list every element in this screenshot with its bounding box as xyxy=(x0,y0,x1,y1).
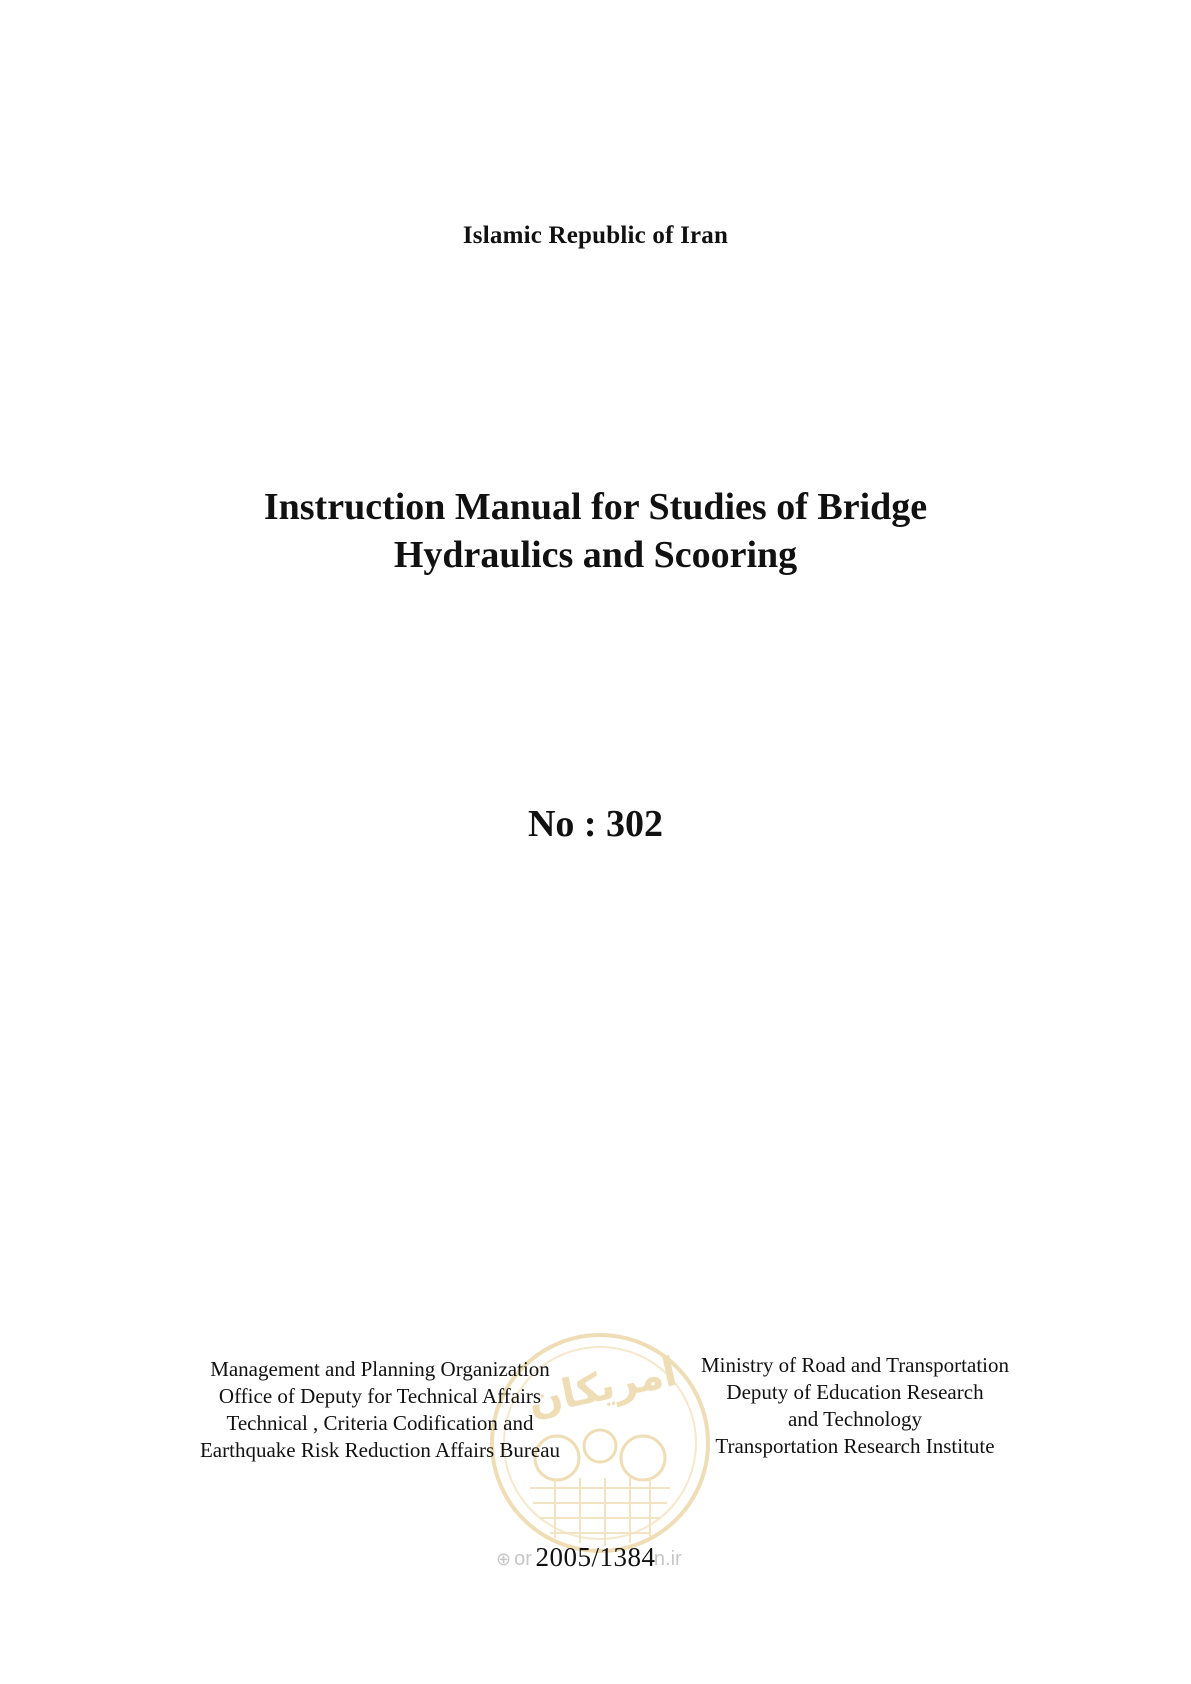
document-title xyxy=(0,483,1191,579)
left-org-line-2: Office of Deputy for Technical Affairs xyxy=(218,1384,542,1408)
left-org-line-1: Management and Planning Organization xyxy=(210,1357,550,1381)
title-line-1: Instruction Manual for Studies of Bridge xyxy=(263,486,928,528)
document-number: No : 302 xyxy=(527,803,664,845)
right-org-line-3: and Technology xyxy=(787,1407,923,1431)
left-org-line-3: Technical , Criteria Codification and xyxy=(226,1411,534,1435)
right-organization-block xyxy=(660,1352,1050,1460)
right-org-line-2: Deputy of Education Research xyxy=(726,1380,984,1404)
title-line-2: Hydraulics and Scooring xyxy=(393,534,798,576)
left-organization-block xyxy=(150,1356,610,1464)
left-org-line-4: Earthquake Risk Reduction Affairs Bureau xyxy=(199,1438,561,1462)
globe-icon: ⊕ xyxy=(496,1549,512,1569)
watermark-url-suffix: n.ir xyxy=(653,1548,682,1570)
svg-text:امریکان: امریکان xyxy=(523,1348,681,1426)
right-org-line-1: Ministry of Road and Transportation xyxy=(701,1353,1009,1377)
watermark-url-prefix: or xyxy=(514,1548,532,1570)
country-name: Islamic Republic of Iran xyxy=(462,222,729,249)
right-org-line-4: Transportation Research Institute xyxy=(715,1434,995,1458)
publication-year: 2005/1384 xyxy=(535,1542,656,1572)
